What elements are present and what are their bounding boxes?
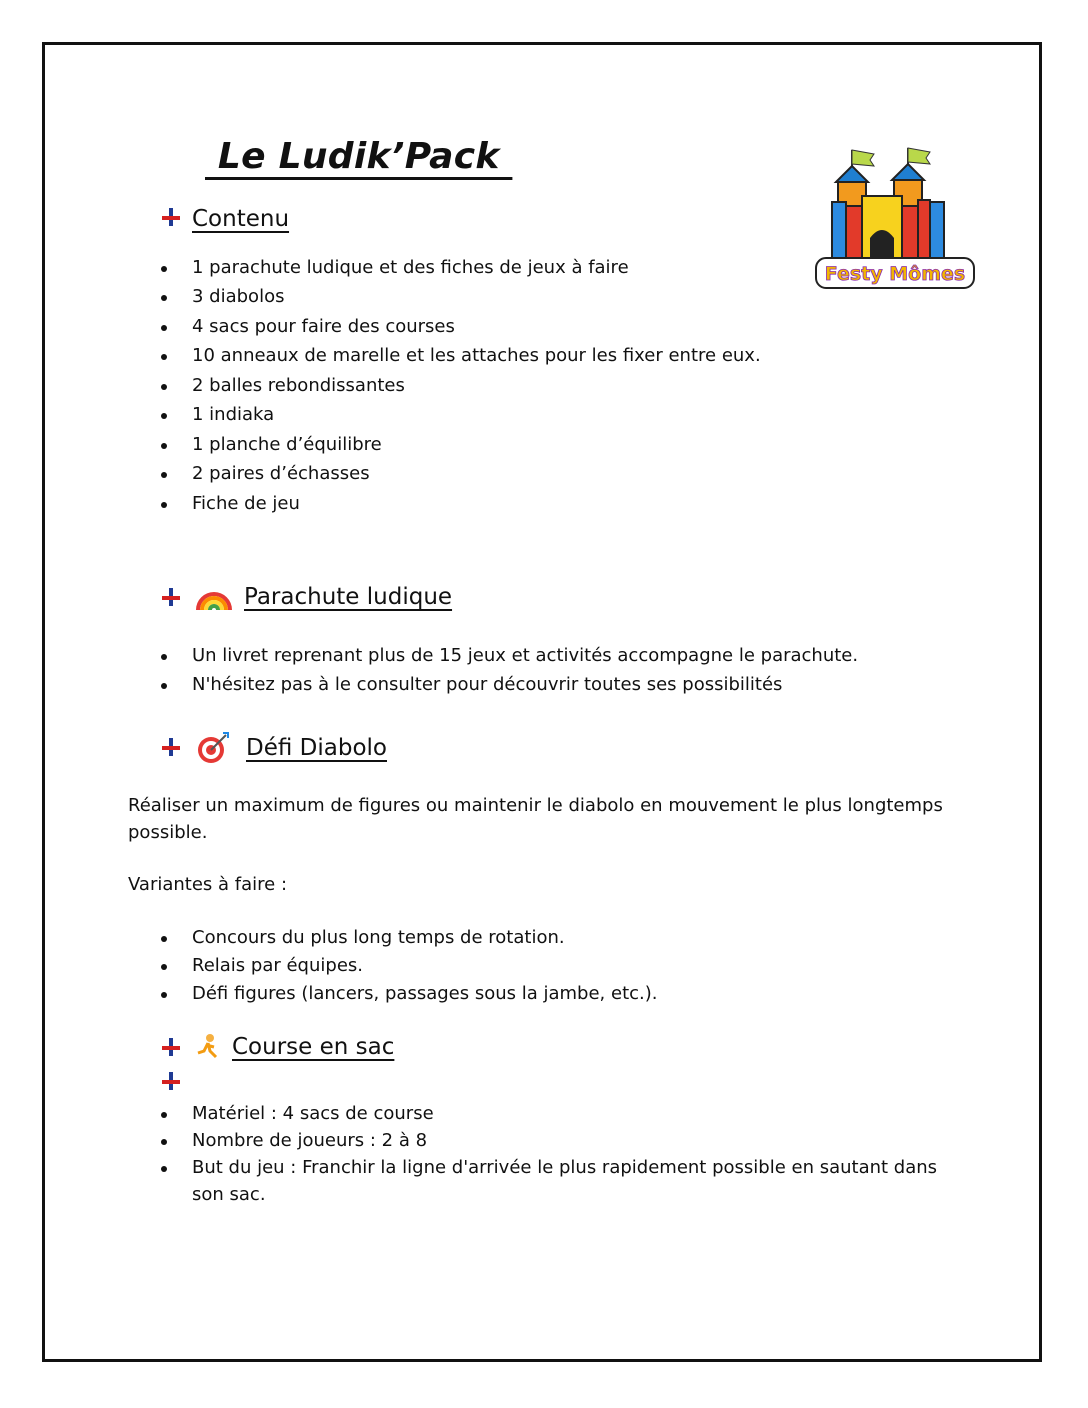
bullet (161, 472, 167, 478)
paragraph: Variantes à faire : (128, 874, 288, 895)
list-item: Un livret reprenant plus de 15 jeux et activités accompagne le parachute. (192, 645, 859, 666)
list-item: 1 parachute ludique et des fiches de jeux à faire (192, 257, 629, 278)
list-item: 1 indiaka (192, 404, 275, 425)
list-item: But du jeu : Franchir la ligne d'arrivée le plus rapidement possible en sautant dans (192, 1157, 938, 1178)
list-item: 4 sacs pour faire des courses (192, 316, 455, 337)
section-marker-icon (162, 1038, 180, 1056)
runner-icon (194, 1033, 220, 1061)
section-marker-icon (162, 1072, 180, 1090)
bullet (161, 683, 167, 689)
bullet (161, 964, 167, 970)
bullet (161, 1112, 167, 1118)
bullet (161, 325, 167, 331)
bullet (161, 654, 167, 660)
list-item: 10 anneaux de marelle et les attaches pour les fixer entre eux. (192, 345, 761, 366)
bullet (161, 266, 167, 272)
bullet (161, 1166, 167, 1172)
list-item: Concours du plus long temps de rotation. (192, 927, 565, 948)
bullet (161, 354, 167, 360)
list-item: Matériel : 4 sacs de course (192, 1103, 434, 1124)
section-marker-icon (162, 208, 180, 226)
list-item: N'hésitez pas à le consulter pour découvrir toutes ses possibilités (192, 674, 783, 695)
paragraph: Réaliser un maximum de figures ou maintenir le diabolo en mouvement le plus longtemps (128, 795, 943, 816)
logo-text: Festy Mômes (824, 263, 966, 285)
list-item: 1 planche d’équilibre (192, 434, 382, 455)
bullet (161, 936, 167, 942)
section-marker-icon (162, 738, 180, 756)
festy-momes-logo (812, 142, 978, 294)
rainbow-icon (196, 580, 232, 612)
list-item: Relais par équipes. (192, 955, 363, 976)
paragraph: possible. (128, 822, 208, 843)
page-title: Le Ludik’Pack (205, 136, 513, 177)
list-item: Nombre de joueurs : 2 à 8 (192, 1130, 428, 1151)
list-item: Fiche de jeu (192, 493, 300, 514)
list-item-continuation: son sac. (192, 1184, 266, 1205)
bullet (161, 295, 167, 301)
list-item: Défi figures (lancers, passages sous la jambe, etc.). (192, 983, 658, 1004)
bullet (161, 992, 167, 998)
heading-diabolo: Défi Diabolo (246, 735, 387, 761)
section-marker-icon (162, 588, 180, 606)
bullet (161, 1139, 167, 1145)
list-item: 2 balles rebondissantes (192, 375, 405, 396)
list-item: 3 diabolos (192, 286, 285, 307)
bullet (161, 443, 167, 449)
heading-course: Course en sac (232, 1034, 395, 1060)
heading-parachute: Parachute ludique (244, 584, 453, 610)
bullet (161, 384, 167, 390)
heading-contenu: Contenu (192, 206, 290, 232)
bullet (161, 413, 167, 419)
bullet (161, 502, 167, 508)
target-icon (196, 731, 230, 765)
list-item: 2 paires d’échasses (192, 463, 370, 484)
